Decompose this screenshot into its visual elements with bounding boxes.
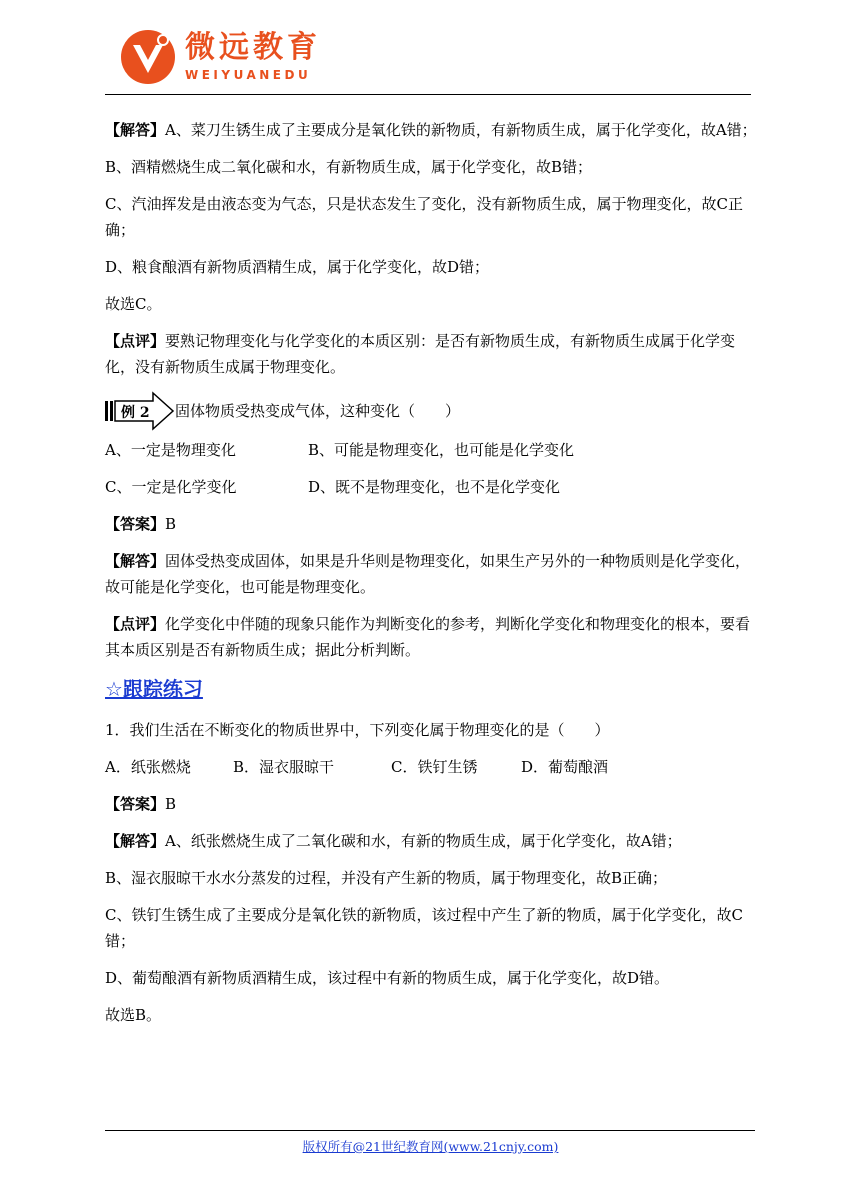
header-divider	[105, 94, 751, 95]
option-d: D、既不是物理变化，也不是化学变化	[308, 478, 561, 496]
solution-paragraph: C、铁钉生锈生成了主要成分是氧化铁的新物质，该过程中产生了新的物质，属于化学变化，故C错；	[105, 906, 743, 950]
example-badge-label: 例 2	[121, 405, 150, 421]
choices-row	[105, 754, 757, 780]
solution-paragraph: B、湿衣服晾干水水分蒸发的过程，并没有产生新的物质，属于物理变化，故B正确；	[105, 869, 668, 887]
brand-logo-icon	[119, 28, 177, 86]
choice-b: B．湿衣服晾干	[233, 758, 335, 776]
option-b: B、可能是物理变化，也可能是化学变化	[308, 441, 575, 459]
paragraph: D、粮食酿酒有新物质酒精生成，属于化学变化，故D错；	[105, 258, 490, 276]
paragraph: 【点评】要熟记物理变化与化学变化的本质区别：是否有新物质生成，有新物质生成属于化学变化，没有新物质生成属于物理变化。	[105, 332, 736, 376]
example-question: 固体物质受热变成气体，这种变化（ ）	[175, 402, 461, 420]
choice-a: A．纸张燃烧	[105, 758, 191, 776]
options-row	[105, 474, 757, 500]
paragraph: 【解答】A、菜刀生锈生成了主要成分是氧化铁的新物质，有新物质生成，属于化学变化，故A错；	[105, 121, 757, 139]
comment-paragraph: 【点评】化学变化中伴随的现象只能作为判断变化的参考，判断化学变化和物理变化的根本，要看其本质区别是否有新物质生成；据此分析判断。	[105, 615, 751, 659]
options-row	[105, 437, 757, 463]
example-badge-arrow-icon	[105, 391, 175, 431]
paragraph: B、酒精燃烧生成二氧化碳和水，有新物质生成，属于化学变化，故B错；	[105, 158, 593, 176]
copyright-link[interactable]: 版权所有@21世纪教育网(www.21cnjy.com)	[302, 1139, 559, 1154]
page-header	[105, 18, 751, 96]
brand-name: 微远教育	[185, 30, 321, 65]
example-2	[105, 391, 757, 431]
option-a: A、一定是物理变化	[105, 441, 236, 459]
choice-d: D．葡萄酿酒	[521, 758, 609, 776]
footer-divider	[105, 1130, 755, 1131]
solution-paragraph: 【解答】固体受热变成固体，如果是升华则是物理变化，如果生产另外的一种物质则是化学变化，故可能是化学变化，也可能是物理变化。	[105, 552, 751, 596]
answer-line: 【答案】B	[105, 795, 177, 813]
solution-tag: 【解答】	[105, 121, 166, 139]
paragraph: C、汽油挥发是由液态变为气态，只是状态发生了变化，没有新物质生成，属于物理变化，故C正确；	[105, 195, 743, 239]
brand-name-latin: WEIYUANEDU	[185, 68, 312, 82]
solution-paragraph: 【解答】A、纸张燃烧生成了二氧化碳和水，有新的物质生成，属于化学变化，故A错；	[105, 832, 682, 850]
solution-paragraph: D、葡萄酿酒有新物质酒精生成，该过程中有新的物质生成，属于化学变化，故D错。	[105, 969, 670, 987]
comment-tag: 【点评】	[105, 332, 166, 350]
question-1: 1．我们生活在不断变化的物质世界中，下列变化属于物理变化的是（ ）	[105, 721, 610, 739]
paragraph: 故选C。	[105, 295, 162, 313]
document-body	[105, 117, 757, 1039]
answer-line: 【答案】B	[105, 515, 177, 533]
option-c: C、一定是化学变化	[105, 478, 237, 496]
practice-section-title: ☆跟踪练习	[105, 677, 203, 701]
choice-c: C．铁钉生锈	[391, 758, 478, 776]
solution-paragraph: 故选B。	[105, 1006, 162, 1024]
